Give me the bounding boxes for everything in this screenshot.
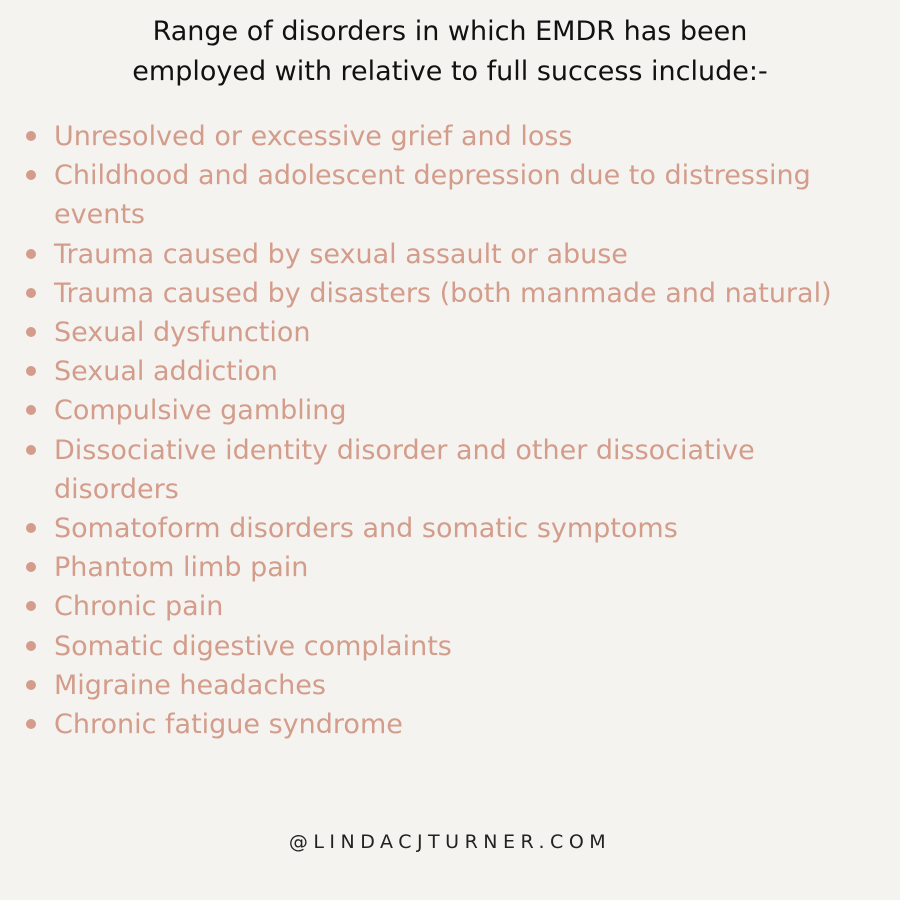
list-item	[0, 156, 900, 234]
list-item	[0, 117, 900, 156]
list-item-text: Somatoform disorders and somatic symptoms	[54, 513, 678, 545]
list-item-text: Somatic digestive complaints	[54, 630, 452, 662]
bullet-icon	[26, 131, 36, 141]
list-item	[0, 627, 900, 666]
bullet-icon	[26, 327, 36, 337]
list-item-text: Sexual addiction	[54, 356, 278, 388]
list-item-text: Trauma caused by sexual assault or abuse	[54, 238, 628, 270]
list-item	[0, 705, 900, 744]
list-item	[0, 391, 900, 430]
page-title	[0, 12, 900, 92]
bullet-icon	[26, 641, 36, 651]
bullet-icon	[26, 445, 36, 455]
bullet-icon	[26, 288, 36, 298]
list-item-text: Chronic pain	[54, 591, 224, 623]
list-item-text: Unresolved or excessive grief and loss	[54, 121, 573, 152]
list-item-text: Chronic fatigue syndrome	[54, 709, 403, 741]
list-item	[0, 509, 900, 548]
title-line-2: employed with relative to full success include:-	[132, 56, 768, 87]
website-footer: @LINDACJTURNER.COM	[288, 831, 612, 853]
list-item-text: Childhood and adolescent depression due to distressing events	[54, 160, 811, 231]
list-item	[0, 666, 900, 705]
bullet-icon	[26, 366, 36, 376]
bullet-icon	[26, 405, 36, 415]
list-item	[0, 352, 900, 391]
bullet-icon	[26, 601, 36, 611]
bullet-icon	[26, 523, 36, 533]
bullet-icon	[26, 249, 36, 259]
bullet-icon	[26, 719, 36, 729]
bullet-icon	[26, 562, 36, 572]
list-item-text: Trauma caused by disasters (both manmade and natural)	[54, 277, 832, 309]
list-item-text: Phantom limb pain	[54, 552, 309, 584]
disorder-list	[0, 117, 900, 744]
list-item	[0, 548, 900, 587]
list-item	[0, 587, 900, 626]
list-item	[0, 313, 900, 352]
list-item	[0, 431, 900, 509]
list-item-text: Dissociative identity disorder and other dissociative disorders	[54, 434, 755, 505]
list-item	[0, 274, 900, 313]
list-item-text: Migraine headaches	[54, 669, 326, 701]
list-item-text: Sexual dysfunction	[54, 317, 311, 349]
title-line-1: Range of disorders in which EMDR has been	[152, 16, 748, 47]
bullet-icon	[26, 680, 36, 690]
list-item	[0, 235, 900, 274]
bullet-icon	[26, 170, 36, 180]
list-item-text: Compulsive gambling	[54, 395, 347, 427]
